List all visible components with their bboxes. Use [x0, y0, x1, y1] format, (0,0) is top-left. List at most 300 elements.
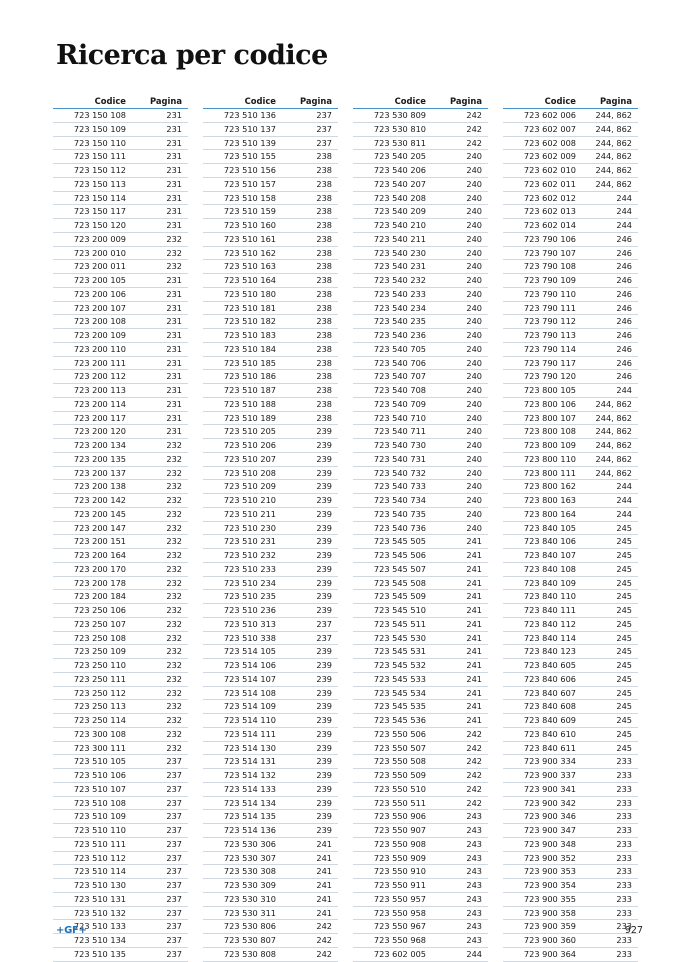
code-cell: 723 545 510 — [353, 604, 431, 618]
code-cell: 723 510 158 — [203, 191, 281, 205]
page-cell: 242 — [281, 934, 338, 948]
table-row — [503, 562, 638, 576]
page-cell: 239 — [281, 562, 338, 576]
code-cell: 723 250 106 — [53, 604, 131, 618]
page-cell: 244 — [581, 191, 638, 205]
page-cell: 244, 862 — [581, 122, 638, 136]
code-cell: 723 510 231 — [203, 535, 281, 549]
code-cell: 723 510 163 — [203, 260, 281, 274]
page-cell: 239 — [281, 769, 338, 783]
table-row — [353, 934, 488, 948]
page-cell: 231 — [131, 301, 188, 315]
page-cell: 238 — [281, 219, 338, 233]
code-table-3 — [353, 95, 488, 962]
code-cell: 723 540 730 — [353, 439, 431, 453]
page-cell: 232 — [131, 604, 188, 618]
table-row — [203, 810, 338, 824]
page-cell: 231 — [131, 136, 188, 150]
table-row — [53, 659, 188, 673]
page-cell: 239 — [281, 604, 338, 618]
table-row — [203, 576, 338, 590]
page-cell: 232 — [131, 562, 188, 576]
page-cell: 240 — [431, 246, 488, 260]
page-cell: 237 — [131, 837, 188, 851]
code-cell: 723 510 130 — [53, 879, 131, 893]
code-cell: 723 800 107 — [503, 411, 581, 425]
code-cell: 723 540 206 — [353, 164, 431, 178]
page-cell: 233 — [581, 865, 638, 879]
table-row — [203, 439, 338, 453]
header-page: Pagina — [131, 95, 188, 109]
code-cell: 723 510 155 — [203, 150, 281, 164]
code-cell: 723 200 164 — [53, 549, 131, 563]
code-table-4 — [503, 95, 638, 962]
table-row — [353, 562, 488, 576]
table-row — [53, 260, 188, 274]
code-cell: 723 540 705 — [353, 342, 431, 356]
table-row — [353, 796, 488, 810]
table-row — [53, 617, 188, 631]
page-cell: 239 — [281, 824, 338, 838]
code-cell: 723 510 209 — [203, 480, 281, 494]
page-cell: 238 — [281, 397, 338, 411]
table-row — [503, 301, 638, 315]
code-cell: 723 540 706 — [353, 356, 431, 370]
page-cell: 232 — [131, 659, 188, 673]
table-row — [503, 136, 638, 150]
table-row — [353, 851, 488, 865]
page-cell: 242 — [431, 136, 488, 150]
table-row — [53, 810, 188, 824]
code-cell: 723 545 506 — [353, 549, 431, 563]
page-cell: 238 — [281, 287, 338, 301]
table-row — [503, 769, 638, 783]
page-cell: 232 — [131, 507, 188, 521]
table-row — [353, 384, 488, 398]
table-row — [203, 617, 338, 631]
code-cell: 723 800 110 — [503, 452, 581, 466]
table-row — [353, 164, 488, 178]
table-row — [53, 549, 188, 563]
page-cell: 244, 862 — [581, 411, 638, 425]
page-cell: 231 — [131, 329, 188, 343]
code-cell: 723 150 110 — [53, 136, 131, 150]
page-cell: 245 — [581, 645, 638, 659]
table-row — [203, 562, 338, 576]
table-row — [203, 769, 338, 783]
code-cell: 723 150 114 — [53, 191, 131, 205]
code-cell: 723 200 105 — [53, 274, 131, 288]
table-row — [353, 370, 488, 384]
page-cell: 240 — [431, 507, 488, 521]
page-cell: 239 — [281, 782, 338, 796]
code-cell: 723 200 170 — [53, 562, 131, 576]
code-cell: 723 510 181 — [203, 301, 281, 315]
table-row — [503, 741, 638, 755]
table-row — [353, 425, 488, 439]
page-cell: 241 — [431, 576, 488, 590]
page-cell: 239 — [281, 755, 338, 769]
code-cell: 723 900 348 — [503, 837, 581, 851]
code-cell: 723 540 236 — [353, 329, 431, 343]
page-cell: 239 — [281, 741, 338, 755]
table-row — [203, 315, 338, 329]
table-row — [53, 205, 188, 219]
table-row — [53, 906, 188, 920]
code-cell: 723 200 106 — [53, 287, 131, 301]
code-cell: 723 545 507 — [353, 562, 431, 576]
code-cell: 723 510 111 — [53, 837, 131, 851]
page-cell: 239 — [281, 727, 338, 741]
page-cell: 241 — [281, 892, 338, 906]
table-row — [353, 246, 488, 260]
table-row — [503, 535, 638, 549]
code-cell: 723 900 346 — [503, 810, 581, 824]
code-cell: 723 514 134 — [203, 796, 281, 810]
table-row — [53, 384, 188, 398]
page-cell: 232 — [131, 439, 188, 453]
page-cell: 239 — [281, 576, 338, 590]
table-row — [353, 507, 488, 521]
table-row — [203, 480, 338, 494]
code-cell: 723 250 108 — [53, 631, 131, 645]
table-row — [503, 287, 638, 301]
page-cell: 243 — [431, 920, 488, 934]
page-cell: 238 — [281, 384, 338, 398]
code-cell: 723 540 207 — [353, 177, 431, 191]
table-row — [203, 892, 338, 906]
page-cell: 232 — [131, 232, 188, 246]
page-cell: 237 — [281, 631, 338, 645]
code-cell: 723 550 511 — [353, 796, 431, 810]
page-cell: 244 — [581, 384, 638, 398]
page-cell: 232 — [131, 452, 188, 466]
code-cell: 723 530 309 — [203, 879, 281, 893]
code-cell: 723 510 137 — [203, 122, 281, 136]
table-row — [503, 837, 638, 851]
code-cell: 723 510 338 — [203, 631, 281, 645]
code-cell: 723 510 185 — [203, 356, 281, 370]
code-cell: 723 510 182 — [203, 315, 281, 329]
table-row — [353, 466, 488, 480]
code-cell: 723 550 910 — [353, 865, 431, 879]
code-cell: 723 790 117 — [503, 356, 581, 370]
page-cell: 240 — [431, 191, 488, 205]
code-cell: 723 200 113 — [53, 384, 131, 398]
page-cell: 240 — [431, 287, 488, 301]
code-cell: 723 550 509 — [353, 769, 431, 783]
page-cell: 245 — [581, 672, 638, 686]
page-cell: 242 — [431, 122, 488, 136]
table-row — [503, 645, 638, 659]
table-row — [353, 576, 488, 590]
page-cell: 246 — [581, 315, 638, 329]
table-row — [203, 466, 338, 480]
code-cell: 723 514 136 — [203, 824, 281, 838]
code-cell: 723 550 506 — [353, 727, 431, 741]
code-cell: 723 540 731 — [353, 452, 431, 466]
code-cell: 723 550 909 — [353, 851, 431, 865]
page-cell: 242 — [431, 796, 488, 810]
code-cell: 723 790 107 — [503, 246, 581, 260]
page-cell: 238 — [281, 164, 338, 178]
code-cell: 723 840 109 — [503, 576, 581, 590]
table-row — [203, 507, 338, 521]
code-cell: 723 510 135 — [53, 947, 131, 961]
table-row — [53, 727, 188, 741]
table-row — [503, 466, 638, 480]
page-cell: 244, 862 — [581, 452, 638, 466]
table-row — [353, 177, 488, 191]
table-row — [203, 342, 338, 356]
code-cell: 723 200 120 — [53, 425, 131, 439]
table-row — [353, 219, 488, 233]
code-cell: 723 540 711 — [353, 425, 431, 439]
table-row — [203, 219, 338, 233]
table-row — [353, 837, 488, 851]
table-row — [503, 727, 638, 741]
table-row — [503, 494, 638, 508]
page-cell: 232 — [131, 700, 188, 714]
code-cell: 723 530 306 — [203, 837, 281, 851]
code-cell: 723 150 113 — [53, 177, 131, 191]
header-page: Pagina — [431, 95, 488, 109]
code-cell: 723 840 610 — [503, 727, 581, 741]
table-row — [53, 439, 188, 453]
table-row — [353, 741, 488, 755]
page-cell: 240 — [431, 150, 488, 164]
page-cell: 239 — [281, 535, 338, 549]
page-cell: 244, 862 — [581, 466, 638, 480]
code-cell: 723 200 145 — [53, 507, 131, 521]
page-cell: 232 — [131, 521, 188, 535]
code-cell: 723 550 958 — [353, 906, 431, 920]
page-cell: 240 — [431, 411, 488, 425]
page-cell: 245 — [581, 604, 638, 618]
code-cell: 723 545 531 — [353, 645, 431, 659]
table-row — [53, 219, 188, 233]
table-row — [53, 700, 188, 714]
page-cell: 241 — [431, 672, 488, 686]
code-cell: 723 800 162 — [503, 480, 581, 494]
page-cell: 233 — [581, 796, 638, 810]
code-cell: 723 790 109 — [503, 274, 581, 288]
table-row — [503, 892, 638, 906]
page-cell: 232 — [131, 480, 188, 494]
table-row — [203, 727, 338, 741]
page-cell: 238 — [281, 205, 338, 219]
table-row — [503, 617, 638, 631]
table-row — [203, 782, 338, 796]
header-code: Codice — [503, 95, 581, 109]
page-cell: 238 — [281, 177, 338, 191]
code-cell: 723 250 107 — [53, 617, 131, 631]
table-row — [503, 329, 638, 343]
page-cell: 244 — [431, 947, 488, 961]
table-row — [203, 714, 338, 728]
page-cell: 240 — [431, 205, 488, 219]
table-row — [203, 109, 338, 123]
table-row — [53, 480, 188, 494]
code-cell: 723 545 509 — [353, 590, 431, 604]
page-cell: 237 — [131, 810, 188, 824]
table-row — [53, 507, 188, 521]
page-cell: 241 — [431, 535, 488, 549]
code-cell: 723 510 133 — [53, 920, 131, 934]
table-row — [53, 177, 188, 191]
code-cell: 723 790 114 — [503, 342, 581, 356]
page-cell: 231 — [131, 191, 188, 205]
page-cell: 240 — [431, 452, 488, 466]
code-cell: 723 602 009 — [503, 150, 581, 164]
code-cell: 723 540 708 — [353, 384, 431, 398]
page-cell: 239 — [281, 645, 338, 659]
table-row — [203, 411, 338, 425]
code-cell: 723 250 109 — [53, 645, 131, 659]
page-cell: 240 — [431, 219, 488, 233]
code-cell: 723 602 008 — [503, 136, 581, 150]
code-cell: 723 840 606 — [503, 672, 581, 686]
page-cell: 239 — [281, 810, 338, 824]
code-cell: 723 510 211 — [203, 507, 281, 521]
page-cell: 240 — [431, 232, 488, 246]
code-cell: 723 200 107 — [53, 301, 131, 315]
code-cell: 723 840 609 — [503, 714, 581, 728]
code-cell: 723 790 110 — [503, 287, 581, 301]
code-cell: 723 840 114 — [503, 631, 581, 645]
table-row — [203, 356, 338, 370]
page-cell: 245 — [581, 535, 638, 549]
page-cell: 231 — [131, 287, 188, 301]
page-cell: 233 — [581, 782, 638, 796]
table-row — [53, 136, 188, 150]
table-row — [503, 604, 638, 618]
code-cell: 723 840 611 — [503, 741, 581, 755]
table-row — [353, 535, 488, 549]
code-cell: 723 510 235 — [203, 590, 281, 604]
code-cell: 723 514 135 — [203, 810, 281, 824]
table-row — [203, 494, 338, 508]
code-cell: 723 840 108 — [503, 562, 581, 576]
page-cell: 241 — [431, 686, 488, 700]
page-cell: 246 — [581, 287, 638, 301]
table-row — [353, 714, 488, 728]
table-row — [203, 851, 338, 865]
page-cell: 237 — [281, 109, 338, 123]
table-row — [503, 425, 638, 439]
page-cell: 240 — [431, 521, 488, 535]
code-cell: 723 540 211 — [353, 232, 431, 246]
page-cell: 237 — [131, 865, 188, 879]
page-cell: 231 — [131, 109, 188, 123]
table-row — [203, 631, 338, 645]
table-row — [503, 755, 638, 769]
table-row — [53, 755, 188, 769]
table-row — [353, 150, 488, 164]
table-row — [203, 521, 338, 535]
table-row — [203, 535, 338, 549]
code-cell: 723 545 508 — [353, 576, 431, 590]
code-cell: 723 510 160 — [203, 219, 281, 233]
code-cell: 723 510 230 — [203, 521, 281, 535]
code-cell: 723 900 347 — [503, 824, 581, 838]
page-cell: 241 — [431, 645, 488, 659]
table-row — [353, 769, 488, 783]
table-row — [503, 934, 638, 948]
page-cell: 232 — [131, 672, 188, 686]
code-cell: 723 200 108 — [53, 315, 131, 329]
code-table-2 — [203, 95, 338, 962]
code-cell: 723 200 117 — [53, 411, 131, 425]
code-cell: 723 200 137 — [53, 466, 131, 480]
table-row — [53, 741, 188, 755]
page-cell: 232 — [131, 535, 188, 549]
table-row — [203, 150, 338, 164]
table-row — [53, 191, 188, 205]
code-cell: 723 200 010 — [53, 246, 131, 260]
page-cell: 237 — [131, 879, 188, 893]
code-cell: 723 900 353 — [503, 865, 581, 879]
table-row — [203, 755, 338, 769]
page-cell: 232 — [131, 549, 188, 563]
code-cell: 723 510 161 — [203, 232, 281, 246]
page-cell: 238 — [281, 191, 338, 205]
page-cell: 232 — [131, 741, 188, 755]
table-row — [353, 549, 488, 563]
table-row — [353, 700, 488, 714]
page-cell: 239 — [281, 507, 338, 521]
code-cell: 723 200 110 — [53, 342, 131, 356]
table-row — [53, 425, 188, 439]
table-row — [203, 865, 338, 879]
table-row — [53, 494, 188, 508]
page-cell: 241 — [281, 906, 338, 920]
table-row — [203, 796, 338, 810]
table-row — [353, 824, 488, 838]
code-cell: 723 510 183 — [203, 329, 281, 343]
code-cell: 723 790 113 — [503, 329, 581, 343]
page-cell: 231 — [131, 274, 188, 288]
page-cell: 233 — [581, 906, 638, 920]
code-cell: 723 540 734 — [353, 494, 431, 508]
page-cell: 231 — [131, 356, 188, 370]
table-row — [203, 659, 338, 673]
page-cell: 243 — [431, 851, 488, 865]
page-cell: 240 — [431, 177, 488, 191]
page-cell: 241 — [281, 879, 338, 893]
code-cell: 723 602 006 — [503, 109, 581, 123]
table-row — [503, 109, 638, 123]
code-cell: 723 510 106 — [53, 769, 131, 783]
page-cell: 232 — [131, 727, 188, 741]
page-cell: 240 — [431, 370, 488, 384]
page-cell: 245 — [581, 714, 638, 728]
code-cell: 723 540 736 — [353, 521, 431, 535]
page-cell: 239 — [281, 672, 338, 686]
code-cell: 723 510 313 — [203, 617, 281, 631]
code-cell: 723 300 111 — [53, 741, 131, 755]
code-cell: 723 540 735 — [353, 507, 431, 521]
page-cell: 231 — [131, 411, 188, 425]
table-row — [353, 672, 488, 686]
code-cell: 723 540 209 — [353, 205, 431, 219]
code-cell: 723 514 109 — [203, 700, 281, 714]
page-cell: 244 — [581, 480, 638, 494]
table-row — [53, 631, 188, 645]
code-cell: 723 840 112 — [503, 617, 581, 631]
code-cell: 723 200 114 — [53, 397, 131, 411]
code-cell: 723 900 337 — [503, 769, 581, 783]
